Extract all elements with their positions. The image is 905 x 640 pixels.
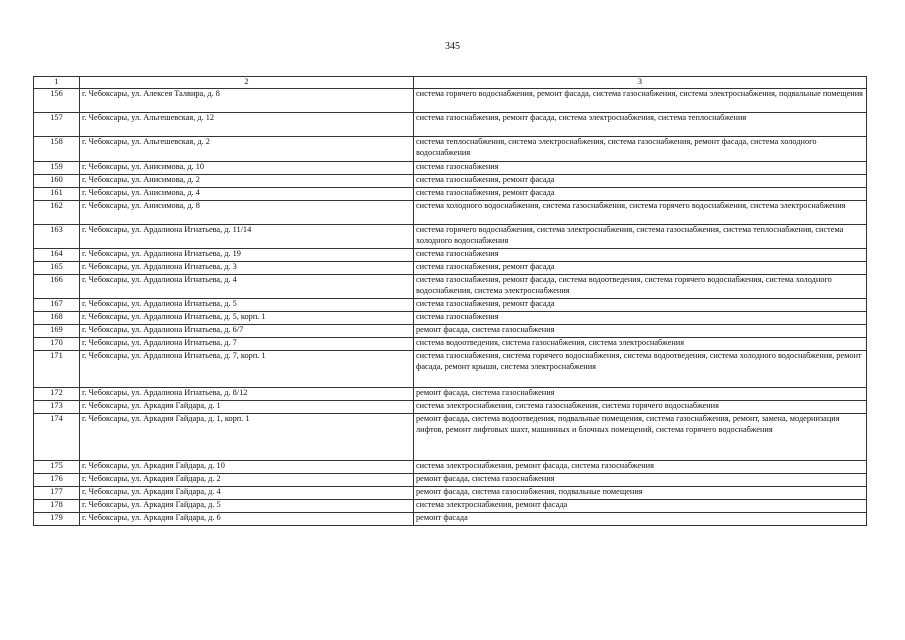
housing-repair-table: [33, 76, 867, 526]
row-number: 178: [34, 500, 80, 513]
row-works: система холодного водоснабжения, система газоснабжения, система горячего водоснабжения, система электроснабжения: [414, 201, 867, 225]
row-works: система газоснабжения, ремонт фасада: [414, 188, 867, 201]
row-number: 176: [34, 474, 80, 487]
row-address: г. Чебоксары, ул. Альгешевская, д. 12: [80, 113, 414, 137]
row-number: 173: [34, 401, 80, 414]
row-works: ремонт фасада, система газоснабжения: [414, 325, 867, 338]
row-number: 169: [34, 325, 80, 338]
row-address: г. Чебоксары, ул. Алексея Талвира, д. 8: [80, 89, 414, 113]
row-works: система водоотведения, система газоснабжения, система электроснабжения: [414, 338, 867, 351]
row-number: 161: [34, 188, 80, 201]
row-address: г. Чебоксары, ул. Альгешевская, д. 2: [80, 137, 414, 162]
row-works: ремонт фасада, система газоснабжения, подвальные помещения: [414, 487, 867, 500]
table-row: [34, 414, 867, 461]
row-address: г. Чебоксары, ул. Анисимова, д. 2: [80, 175, 414, 188]
row-address: г. Чебоксары, ул. Ардалиона Игнатьева, д. 8/12: [80, 388, 414, 401]
table-row: [34, 162, 867, 175]
table-row: [34, 388, 867, 401]
row-address: г. Чебоксары, ул. Ардалиона Игнатьева, д. 11/14: [80, 225, 414, 249]
page-number: 345: [445, 41, 460, 52]
row-number: 167: [34, 299, 80, 312]
row-works: система газоснабжения, ремонт фасада, система электроснабжения, система теплоснабжения: [414, 113, 867, 137]
row-number: 159: [34, 162, 80, 175]
row-address: г. Чебоксары, ул. Ардалиона Игнатьева, д. 19: [80, 249, 414, 262]
row-number: 163: [34, 225, 80, 249]
row-number: 170: [34, 338, 80, 351]
row-address: г. Чебоксары, ул. Анисимова, д. 4: [80, 188, 414, 201]
table-row: [34, 474, 867, 487]
table-row: [34, 338, 867, 351]
row-works: система горячего водоснабжения, ремонт фасада, система газоснабжения, система электроснабжения, подвальные помещения: [414, 89, 867, 113]
row-address: г. Чебоксары, ул. Ардалиона Игнатьева, д. 7, корп. 1: [80, 351, 414, 388]
row-number: 160: [34, 175, 80, 188]
row-address: г. Чебоксары, ул. Ардалиона Игнатьева, д. 3: [80, 262, 414, 275]
row-number: 166: [34, 275, 80, 299]
table-row: [34, 487, 867, 500]
row-works: система газоснабжения, ремонт фасада, система водоотведения, система горячего водоснабжения, система холодного водоснабжения, система электроснабжения: [414, 275, 867, 299]
row-number: 164: [34, 249, 80, 262]
table-row: [34, 113, 867, 137]
table-row: [34, 262, 867, 275]
column-header: 1: [34, 77, 80, 89]
row-number: 162: [34, 201, 80, 225]
row-address: г. Чебоксары, ул. Ардалиона Игнатьева, д. 7: [80, 338, 414, 351]
row-address: г. Чебоксары, ул. Аркадия Гайдара, д. 10: [80, 461, 414, 474]
row-number: 174: [34, 414, 80, 461]
row-address: г. Чебоксары, ул. Аркадия Гайдара, д. 4: [80, 487, 414, 500]
table-row: [34, 225, 867, 249]
row-address: г. Чебоксары, ул. Аркадия Гайдара, д. 6: [80, 513, 414, 526]
row-works: система газоснабжения: [414, 312, 867, 325]
row-works: система электроснабжения, система газоснабжения, система горячего водоснабжения: [414, 401, 867, 414]
row-address: г. Чебоксары, ул. Ардалиона Игнатьева, д. 6/7: [80, 325, 414, 338]
row-number: 172: [34, 388, 80, 401]
table-row: [34, 89, 867, 113]
row-works: ремонт фасада, система водоотведения, подвальные помещения, система газоснабжения, ремонт, замена, модернизация лифтов, ремонт лифтовых шахт, машинных и блочных помещений, система горячего водоснабжения: [414, 414, 867, 461]
row-works: система газоснабжения: [414, 162, 867, 175]
row-number: 157: [34, 113, 80, 137]
row-number: 175: [34, 461, 80, 474]
row-number: 165: [34, 262, 80, 275]
table-row: [34, 249, 867, 262]
table-row: [34, 299, 867, 312]
row-address: г. Чебоксары, ул. Аркадия Гайдара, д. 2: [80, 474, 414, 487]
table-row: [34, 401, 867, 414]
table-row: [34, 500, 867, 513]
table-row: [34, 137, 867, 162]
table-row: [34, 188, 867, 201]
row-works: ремонт фасада: [414, 513, 867, 526]
table-row: [34, 275, 867, 299]
row-works: система газоснабжения, ремонт фасада: [414, 175, 867, 188]
column-header: 2: [80, 77, 414, 89]
table-row: [34, 175, 867, 188]
row-address: г. Чебоксары, ул. Аркадия Гайдара, д. 1, корп. 1: [80, 414, 414, 461]
row-number: 179: [34, 513, 80, 526]
column-header: 3: [414, 77, 867, 89]
row-address: г. Чебоксары, ул. Аркадия Гайдара, д. 1: [80, 401, 414, 414]
row-works: система электроснабжения, ремонт фасада: [414, 500, 867, 513]
row-address: г. Чебоксары, ул. Анисимова, д. 10: [80, 162, 414, 175]
row-address: г. Чебоксары, ул. Анисимова, д. 8: [80, 201, 414, 225]
table-header-row: [34, 77, 867, 89]
table-row: [34, 513, 867, 526]
table-row: [34, 201, 867, 225]
table-row: [34, 351, 867, 388]
row-number: 156: [34, 89, 80, 113]
row-number: 177: [34, 487, 80, 500]
row-works: система газоснабжения, ремонт фасада: [414, 262, 867, 275]
row-works: система горячего водоснабжения, система электроснабжения, система газоснабжения, система теплоснабжения, система холодного водоснабжения: [414, 225, 867, 249]
row-address: г. Чебоксары, ул. Аркадия Гайдара, д. 5: [80, 500, 414, 513]
table-row: [34, 461, 867, 474]
row-works: система теплоснабжения, система электроснабжения, система газоснабжения, ремонт фасада, система холодного водоснабжения: [414, 137, 867, 162]
row-address: г. Чебоксары, ул. Ардалиона Игнатьева, д. 5: [80, 299, 414, 312]
row-address: г. Чебоксары, ул. Ардалиона Игнатьева, д. 4: [80, 275, 414, 299]
table-row: [34, 325, 867, 338]
row-works: система электроснабжения, ремонт фасада, система газоснабжения: [414, 461, 867, 474]
row-number: 168: [34, 312, 80, 325]
row-works: система газоснабжения, система горячего водоснабжения, система водоотведения, система холодного водоснабжения, ремонт фасада, ремонт крыши, система электроснабжения: [414, 351, 867, 388]
table-row: [34, 312, 867, 325]
row-works: система газоснабжения, ремонт фасада: [414, 299, 867, 312]
row-works: ремонт фасада, система газоснабжения: [414, 388, 867, 401]
row-number: 158: [34, 137, 80, 162]
row-works: ремонт фасада, система газоснабжения: [414, 474, 867, 487]
row-address: г. Чебоксары, ул. Ардалиона Игнатьева, д. 5, корп. 1: [80, 312, 414, 325]
row-number: 171: [34, 351, 80, 388]
row-works: система газоснабжения: [414, 249, 867, 262]
